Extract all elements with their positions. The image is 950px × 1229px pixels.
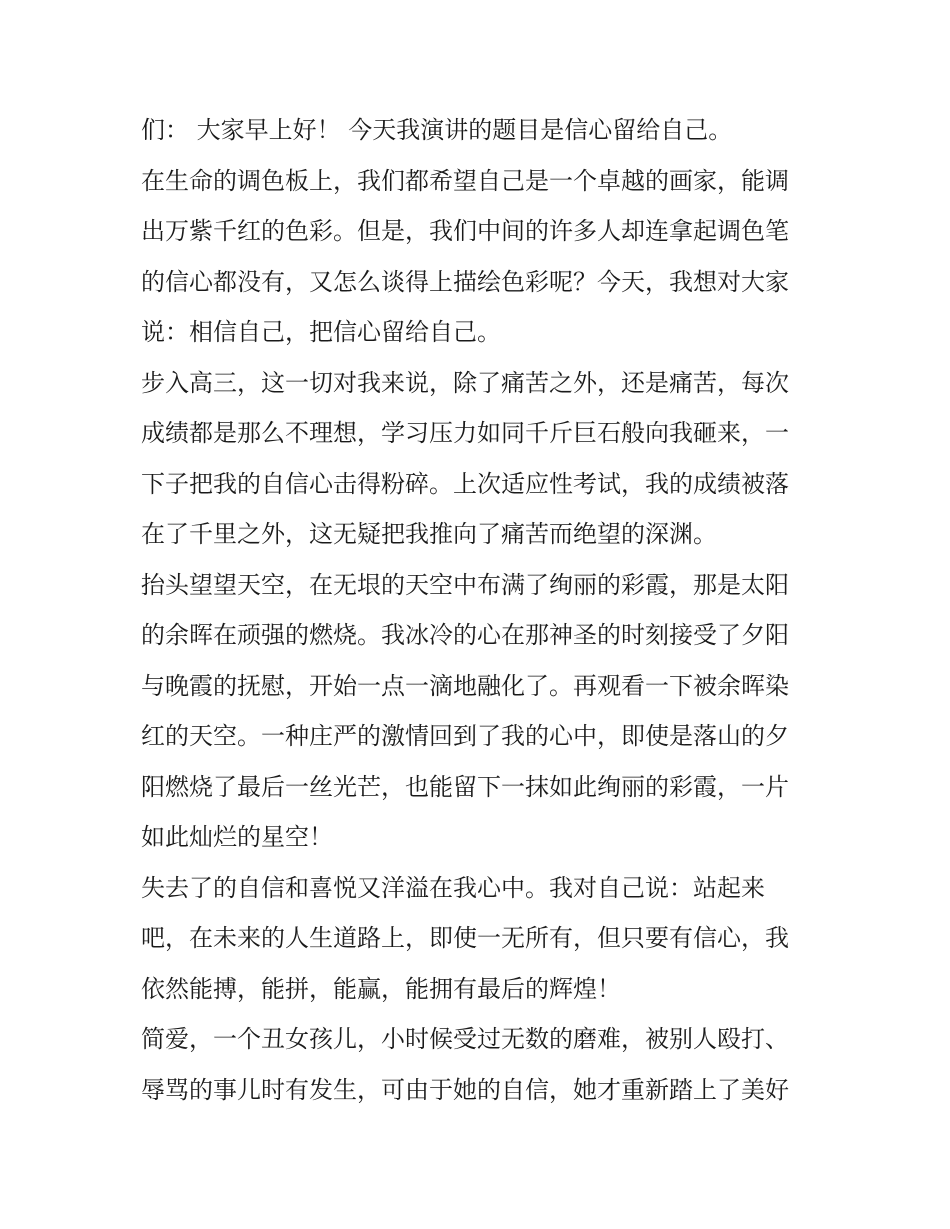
text-line: 在了千里之外，这无疑把我推向了痛苦而绝望的深渊。: [141, 520, 717, 548]
text-line: 抬头望望天空，在无垠的天空中布满了绚丽的彩霞，那是太阳: [141, 570, 789, 599]
text-line: 如此灿烂的星空！: [141, 823, 333, 851]
text-line: 成绩都是那么不理想，学习压力如同千斤巨石般向我砸来，一: [141, 419, 789, 447]
text-line: 依然能搏，能拼，能赢，能拥有最后的辉煌！: [141, 974, 621, 1003]
text-line: 与晚霞的抚慰，开始一点一滴地融化了。再观看一下被余晖染: [141, 671, 789, 700]
text-line: 下子把我的自信心击得粉碎。上次适应性考试，我的成绩被落: [141, 469, 789, 498]
text-line: 辱骂的事儿时有发生，可由于她的自信，她才重新踏上了美好: [141, 1075, 789, 1104]
text-line: 红的天空。一种庄严的激情回到了我的心中，即使是落山的夕: [141, 722, 789, 750]
text-line: 阳燃烧了最后一丝光芒，也能留下一抹如此绚丽的彩霞，一片: [141, 772, 789, 801]
text-line: 们： 大家早上好！ 今天我演讲的题目是信心留给自己。: [141, 116, 733, 144]
text-line: 简爱，一个丑女孩儿，小时候受过无数的磨难，被别人殴打、: [141, 1025, 789, 1053]
text-line: 吧，在未来的人生道路上，即使一无所有，但只要有信心，我: [141, 924, 789, 952]
text-line: 的余晖在顽强的燃烧。我冰冷的心在那神圣的时刻接受了夕阳: [141, 621, 789, 649]
text-line: 说：相信自己，把信心留给自己。: [141, 318, 501, 346]
text-line: 出万紫千红的色彩。但是，我们中间的许多人却连拿起调色笔: [141, 217, 789, 245]
text-line: 的信心都没有，又怎么谈得上描绘色彩呢？今天，我想对大家: [141, 267, 789, 296]
speech-body-text: [141, 105, 821, 1115]
text-line: 失去了的自信和喜悦又洋溢在我心中。我对自己说：站起来: [141, 873, 765, 902]
text-line: 在生命的调色板上，我们都希望自己是一个卓越的画家，能调: [141, 166, 789, 195]
text-line: 步入高三，这一切对我来说，除了痛苦之外，还是痛苦，每次: [141, 368, 789, 397]
